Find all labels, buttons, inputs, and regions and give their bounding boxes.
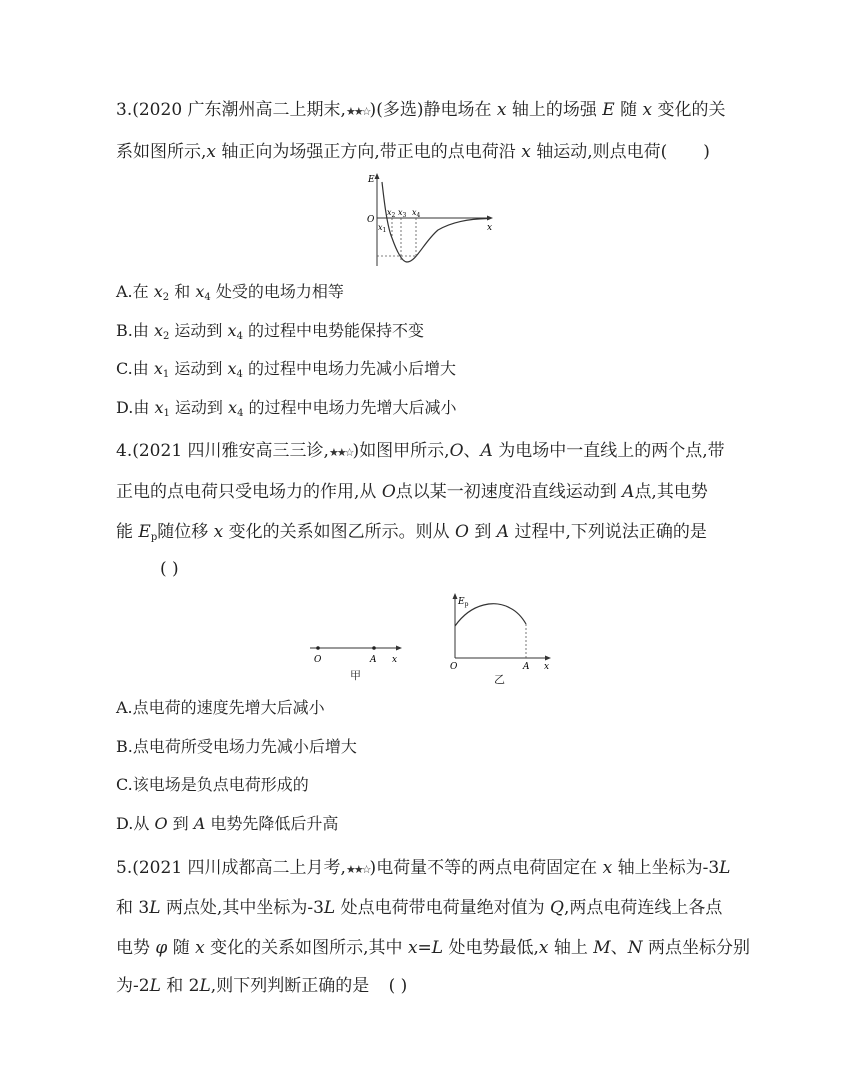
yi-a-label: A bbox=[523, 662, 530, 670]
origin-label: O bbox=[367, 215, 375, 225]
q4-answer-paren: ( ) bbox=[160, 559, 179, 579]
x-axis-label: x bbox=[487, 223, 493, 233]
jia-o-label: O bbox=[314, 655, 322, 665]
q3-line-1: 3.(2020 广东潮州高二上期末,★★☆)(多选)静电场在 x 轴上的场强 E 随 x 变化的关 bbox=[116, 100, 726, 120]
jia-a-label: A bbox=[370, 655, 377, 665]
q3-source: (2020 广东潮州高二上期末, bbox=[132, 100, 346, 120]
point-a bbox=[372, 646, 376, 650]
q3-option-c[interactable]: C.由 $x_1$ 运动到 $x_4$ 的过程中电场力先减小后增大 bbox=[116, 359, 456, 380]
q4-option-c[interactable]: C.该电场是负点电荷形成的 bbox=[116, 775, 309, 794]
q4-line-3: 能 $E_p$随位移 x 变化的关系如图乙所示。则从 O 到 A 过程中,下列说法正确的是 bbox=[116, 522, 707, 543]
e-curve bbox=[382, 182, 488, 262]
caption-jia: 甲 bbox=[350, 669, 361, 682]
jia-x-label: x bbox=[392, 655, 398, 665]
yi-o-label: O bbox=[450, 662, 458, 670]
x4-label: $x_4$ bbox=[412, 208, 421, 219]
q4-line-2: 正电的点电荷只受电场力的作用,从 O点以某一初速度沿直线运动到 A点,其电势 bbox=[116, 482, 708, 502]
q4-fig-yi bbox=[444, 590, 556, 670]
x2-label: $x_2$ bbox=[387, 208, 396, 219]
ep-axis-label: $E_p$ bbox=[458, 597, 469, 608]
x1-label: $x_1$ bbox=[378, 223, 387, 234]
q5-source: (2021 四川成都高二上月考, bbox=[132, 858, 346, 878]
q3-multi-select-tag: (多选) bbox=[376, 100, 424, 120]
difficulty-stars-icon: ★★☆ bbox=[345, 105, 370, 118]
q3-option-a[interactable]: A.在 $x_2$ 和 $x_4$ 处受的电场力相等 bbox=[116, 282, 344, 303]
point-o bbox=[316, 646, 320, 650]
q3-number: 3. bbox=[116, 100, 133, 120]
jia-arrow-icon bbox=[396, 646, 402, 651]
e-axis-arrow-icon bbox=[375, 173, 380, 179]
q5-line-2: 和 3L 两点处,其中坐标为-3L 处点电荷带电荷量绝对值为 Q,两点电荷连线上各点 bbox=[116, 898, 723, 918]
q5-line-4: 为-2L 和 2L,则下列判断正确的是 ( ) bbox=[116, 976, 408, 996]
q3-option-b[interactable]: B.由 $x_2$ 运动到 $x_4$ 的过程中电势能保持不变 bbox=[116, 321, 425, 342]
difficulty-stars-icon: ★★☆ bbox=[328, 446, 353, 459]
q4-option-a[interactable]: A.点电荷的速度先增大后减小 bbox=[116, 698, 325, 717]
q4-line-1: 4.(2021 四川雅安高三三诊,★★☆)如图甲所示,O、A 为电场中一直线上的两个点,带 bbox=[116, 441, 725, 461]
yi-x-label: x bbox=[544, 662, 550, 670]
yi-x-axis-arrow-icon bbox=[545, 656, 551, 661]
q4-option-b[interactable]: B.点电荷所受电场力先减小后增大 bbox=[116, 737, 357, 756]
e-axis-label: E bbox=[368, 175, 375, 185]
ep-axis-arrow-icon bbox=[453, 593, 458, 599]
q5-line-3: 电势 φ 随 x 变化的关系如图所示,其中 x=L 处电势最低,x 轴上 M、N 两点坐标分别 bbox=[116, 938, 750, 958]
x3-label: $x_3$ bbox=[398, 208, 407, 219]
q5-number: 5. bbox=[116, 858, 133, 878]
q3-e-x-graph bbox=[360, 170, 505, 270]
difficulty-stars-icon: ★★☆ bbox=[345, 863, 370, 876]
q4-source: (2021 四川雅安高三三诊, bbox=[132, 441, 329, 461]
q4-option-d[interactable]: D.从 O 到 A 电势先降低后升高 bbox=[116, 814, 339, 833]
q4-number: 4. bbox=[116, 441, 133, 461]
q4-fig-jia bbox=[306, 636, 406, 666]
q5-answer-paren: ( ) bbox=[388, 976, 408, 996]
q3-line-2: 系如图所示,x 轴正向为场强正方向,带正电的点电荷沿 x 轴运动,则点电荷( ) bbox=[116, 142, 710, 162]
caption-yi: 乙 bbox=[494, 673, 505, 686]
q3-option-d[interactable]: D.由 $x_1$ 运动到 $x_4$ 的过程中电场力先增大后减小 bbox=[116, 398, 457, 419]
q5-line-1: 5.(2021 四川成都高二上月考,★★☆)电荷量不等的两点电荷固定在 x 轴上坐标为-3L bbox=[116, 858, 731, 878]
